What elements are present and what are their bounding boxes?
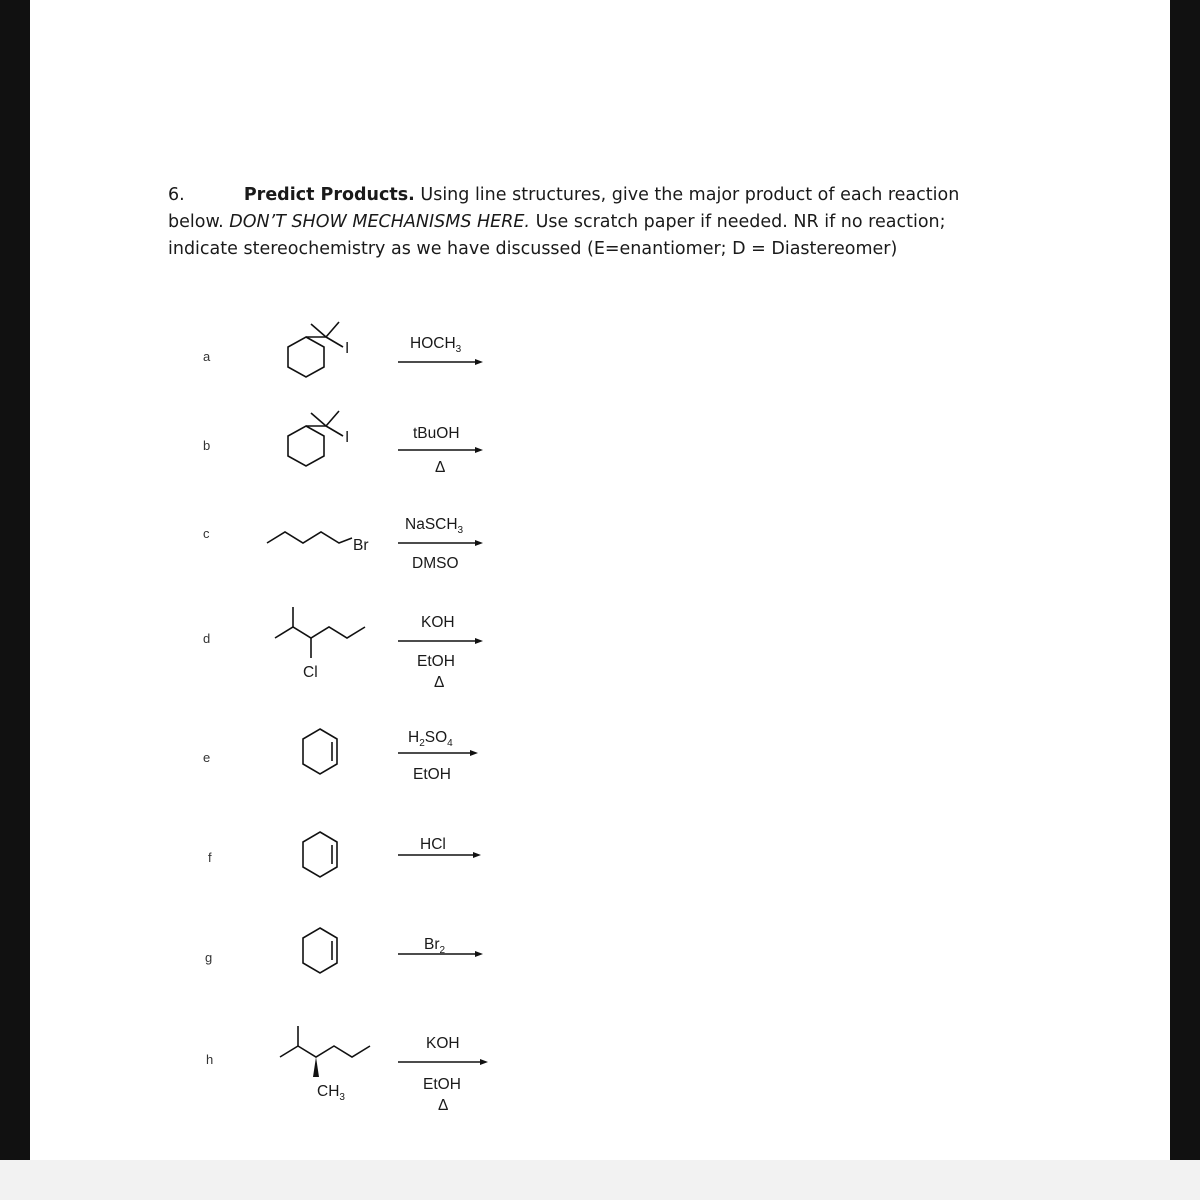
- reagent-above: $H_2SO_4$: [408, 729, 453, 749]
- cyclohexene-structure: [303, 832, 337, 877]
- reagent-above: HCl: [420, 836, 446, 853]
- reaction-label: f: [208, 850, 212, 865]
- question-instructions: Use scratch paper if needed. NR if no reaction; indicate stereochemistry as we have discussed (E=enantiomer; D = Diastereomer): [168, 212, 946, 259]
- reaction-label: e: [203, 750, 211, 765]
- reagent-below-2: Δ: [438, 1097, 449, 1114]
- alkyl-chloride-structure: [275, 607, 365, 658]
- reaction-label: h: [206, 1052, 214, 1067]
- arrow-head: [475, 951, 483, 957]
- reaction-f: [208, 832, 481, 877]
- arrow-head: [480, 1059, 488, 1065]
- substituent-label: I: [345, 340, 350, 357]
- reagent-below: EtOH: [423, 1076, 461, 1093]
- reagent-above: KOH: [426, 1035, 460, 1052]
- reagent-above: NaSCH$_3$: [405, 516, 464, 536]
- arrow-head: [473, 852, 481, 858]
- iodide-cyclohexane-structure: [288, 411, 343, 466]
- reagent-above: KOH: [421, 614, 455, 631]
- arrow-head: [470, 750, 478, 756]
- reagent-below: DMSO: [412, 555, 459, 572]
- substituent-label: Br: [353, 537, 369, 554]
- no-mechanism-note: DON’T SHOW MECHANISMS HERE.: [229, 212, 530, 232]
- cyclohexene-structure: [303, 729, 337, 774]
- reaction-label: c: [203, 526, 210, 541]
- question-intro: Using line structures, give the major product of each reaction below.: [168, 185, 960, 232]
- reagent-below: Δ: [435, 459, 446, 476]
- reaction-e: [203, 729, 478, 783]
- reagent-above: tBuOH: [413, 425, 460, 442]
- alkyl-bromide-structure: [267, 532, 352, 543]
- reaction-b: [203, 411, 483, 476]
- arrow-head: [475, 540, 483, 546]
- reagent-below: EtOH: [413, 766, 451, 783]
- reagent-above: $Br_2$: [424, 936, 446, 956]
- substituent-label: $CH_3$: [317, 1083, 345, 1103]
- reaction-c: [203, 516, 483, 572]
- arrow-head: [475, 359, 483, 365]
- reaction-g: [205, 928, 483, 973]
- methyl-alkane-structure: [280, 1026, 370, 1057]
- arrow-head: [475, 447, 483, 453]
- question-number: 6.: [168, 185, 185, 205]
- reaction-label: a: [203, 349, 211, 364]
- reagent-below-2: Δ: [434, 674, 445, 691]
- reagent-above: $HOCH_3$: [410, 335, 462, 355]
- reaction-label: g: [205, 950, 213, 965]
- reaction-a: [203, 322, 483, 377]
- arrow-head: [475, 638, 483, 644]
- reaction-d: [203, 607, 483, 691]
- wedge-bond: [313, 1057, 319, 1077]
- cyclohexene-structure: [303, 928, 337, 973]
- substituent-label: I: [345, 429, 350, 446]
- substituent-label: Cl: [303, 664, 318, 681]
- reaction-h: [206, 1026, 488, 1114]
- reagent-below: EtOH: [417, 653, 455, 670]
- question-title: Predict Products.: [243, 185, 415, 205]
- reaction-label: b: [203, 438, 211, 453]
- reaction-label: d: [203, 631, 211, 646]
- iodide-cyclohexane-structure: [288, 322, 343, 377]
